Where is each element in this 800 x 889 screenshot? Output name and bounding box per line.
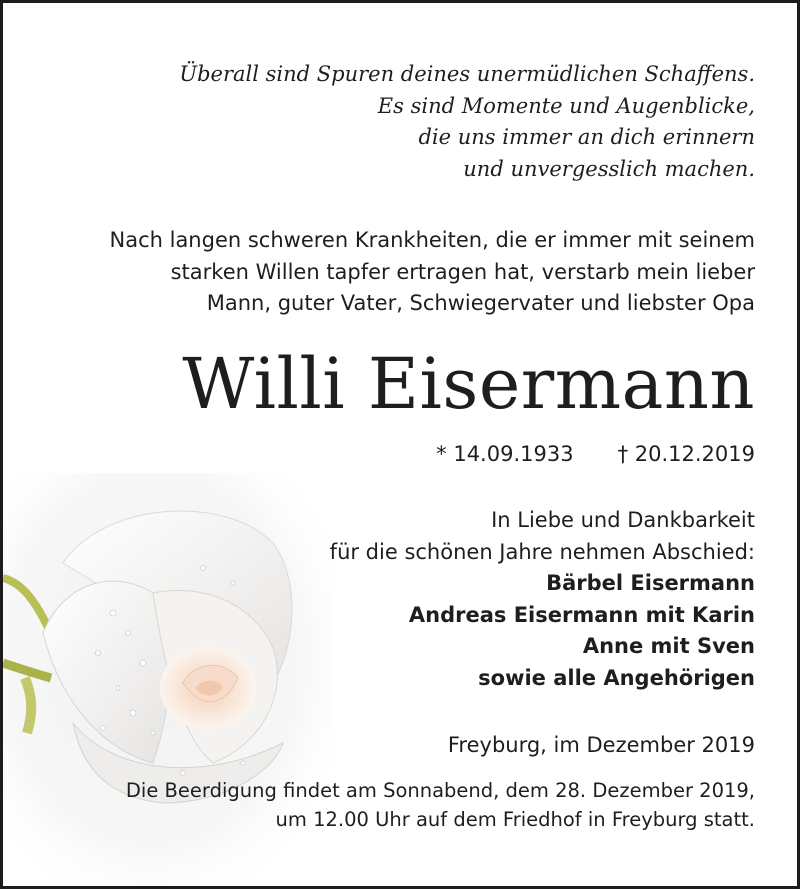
mourner-name: sowie alle Angehörigen: [478, 665, 755, 690]
funeral-line: Die Beerdigung findet am Sonnabend, dem 28. Dezember 2019,: [125, 779, 755, 802]
death-date: † 20.12.2019: [617, 442, 755, 466]
farewell-line: für die schönen Jahre nehmen Abschied:: [329, 539, 755, 564]
deceased-name: Willi Eisermann: [182, 343, 755, 425]
place-and-date: Freyburg, im Dezember 2019: [447, 733, 755, 757]
poem-line: die uns immer an dich erinnern: [418, 125, 755, 149]
mourner-name: Anne mit Sven: [582, 634, 755, 658]
birth-date: * 14.09.1933: [436, 442, 574, 466]
announcement-line: Nach langen schweren Krankheiten, die er immer mit seinem: [109, 228, 755, 252]
poem-line: und unvergesslich machen.: [463, 156, 755, 181]
memorial-poem: [179, 59, 755, 185]
funeral-line: um 12.00 Uhr auf dem Friedhof in Freyburg statt.: [275, 808, 755, 831]
life-dates: [436, 439, 755, 469]
mourner-name: Andreas Eisermann mit Karin: [408, 602, 755, 627]
funeral-details: [126, 776, 755, 834]
mourner-name: Bärbel Eisermann: [546, 571, 755, 595]
farewell-line: In Liebe und Dankbarkeit: [491, 508, 755, 532]
poem-line: Überall sind Spuren deines unermüdlichen Schaffens.: [179, 62, 755, 86]
announcement-line: starken Willen tapfer ertragen hat, verstarb mein lieber: [170, 259, 755, 284]
death-announcement: [110, 225, 756, 320]
mourners-block: [330, 505, 755, 694]
poem-line: Es sind Momente und Augenblicke,: [377, 93, 755, 118]
announcement-line: Mann, guter Vater, Schwiegervater und liebster Opa: [206, 291, 755, 315]
